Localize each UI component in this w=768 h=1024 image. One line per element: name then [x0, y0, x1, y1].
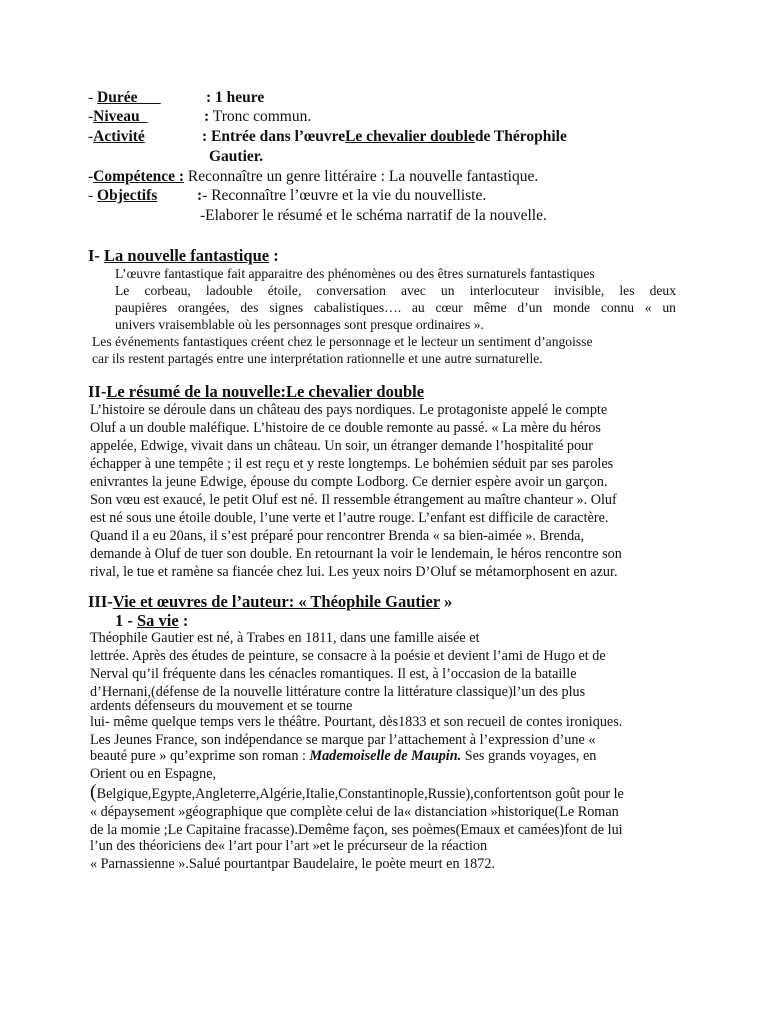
novel-title: Mademoiselle de Maupin.: [309, 748, 462, 764]
niveau-value: : Tronc commun.: [204, 108, 312, 125]
section2-line-10: rival, le tue et ramène sa fiancée chez lui. Les yeux noirs D’Oluf se métamorphosent en azur.: [90, 564, 618, 580]
activite-value-pre: : Entrée dans l’œuvre: [202, 128, 346, 145]
section2-num: II-: [88, 382, 107, 401]
section1-line-5: Les événements fantastiques créent chez le personnage et le lecteur un sentiment d’angoisse: [92, 334, 593, 349]
activite-value-title: Le chevalier double: [345, 128, 475, 145]
section2-line-3: appelée, Edwige, vivait dans un château. Un soir, un étranger demande l’hospitalité pour: [90, 438, 593, 454]
section1-line-1: L’œuvre fantastique fait apparaitre des phénomènes ou des êtres surnaturels fantastiques: [115, 266, 595, 281]
section2-line-1: L’histoire se déroule dans un château des pays nordiques. Le protagoniste appelé le compte: [90, 402, 608, 418]
duree-value: : 1 heure: [206, 89, 265, 106]
activite-value: [202, 127, 567, 146]
section3-subheading: 1 - Sa vie :: [115, 611, 189, 630]
section3-line-11: « dépaysement »géographique que complète celui de la« distanciation »historique(Le Roman: [90, 804, 619, 820]
niveau-label: Niveau: [93, 108, 140, 125]
duree-label: Durée: [97, 89, 138, 106]
section3-line-7: Les Jeunes France, son indépendance se marque par l’attachement à l’expression d’une «: [90, 732, 596, 748]
section2-title: Le résumé de la nouvelle:Le chevalier double: [106, 382, 425, 401]
objectifs-label: Objectifs: [97, 187, 158, 204]
section1-heading: I- La nouvelle fantastique :: [88, 246, 279, 265]
section3-line-4: d’Hernani,(défense de la nouvelle littérature contre la littérature classique)l’un des plus: [90, 684, 586, 700]
section3-line-2: lettrée. Après des études de peinture, se consacre à la poésie et devient l’ami de Hugo et de: [90, 648, 606, 664]
section3-line-3: Nerval qu’il fréquente dans les cénacles romantiques. Il est, à l’occasion de la bataille: [90, 666, 577, 682]
section1-line-2: Le corbeau, ladouble étoile, conversation avec un interlocuteur invisible, les deux: [115, 283, 676, 298]
section1-line-3: paupières orangées, des signes cabalistiques…. au cœur même d’un monde connu « un: [115, 300, 676, 315]
section2-heading: [88, 382, 424, 401]
section3-line-6: lui- même quelque temps vers le théâtre. Pourtant, dès1833 et son recueil de contes ironiques.: [90, 714, 623, 730]
section3-line-1: Théophile Gautier est né, à Trabes en 1811, dans une famille aisée et: [90, 630, 480, 646]
section3-num: III-: [88, 592, 113, 611]
activite-label: Activité: [93, 128, 145, 145]
section3-line-12: de la momie ;Le Capitaine fracasse).Demême façon, ses poèmes(Emaux et camées)font de lui: [90, 822, 623, 838]
objectifs-row: - Objectifs: [88, 187, 158, 204]
section3-line-13: l’un des théoriciens de« l’art pour l’art »et le précurseur de la réaction: [90, 838, 488, 854]
section3-heading: III-Vie et œuvres de l’auteur: « Théophile Gautier »: [88, 592, 453, 611]
objectifs-value-1: :- Reconnaître l’œuvre et la vie du nouvelliste.: [197, 187, 487, 204]
section3-line-10: (Belgique,Egypte,Angleterre,Algérie,Italie,Constantinople,Russie),confortentson goût pour le: [90, 781, 624, 803]
section1-line-4: univers vraisemblable où les personnages sont presque ordinaires ».: [115, 317, 484, 332]
section2-line-8: Quand il a eu 20ans, il s’est préparé pour rencontrer Brenda « sa bien-aimée ». Brenda,: [90, 528, 585, 544]
competence-row: -Compétence : Reconnaître un genre littéraire : La nouvelle fantastique.: [88, 168, 539, 185]
section3-title: Vie et œuvres de l’auteur: « Théophile Gautier: [112, 592, 440, 611]
duree-row: - Durée: [88, 89, 138, 106]
competence-label: Compétence :: [93, 168, 184, 185]
section2-line-5: enivrantes la jeune Edwige, épouse du compte Lodborg. Ce dernier espère avoir un garçon.: [90, 474, 608, 490]
section1-num: I-: [88, 246, 100, 265]
section1-line-6: car ils restent partagés entre une interprétation rationnelle et une autre surnaturelle.: [92, 351, 543, 366]
competence-value: Reconnaître un genre littéraire : La nouvelle fantastique.: [187, 168, 539, 185]
niveau-value-text: Tronc commun.: [212, 108, 312, 125]
section2-line-6: Son vœu est exaucé, le petit Oluf est né. Il ressemble étrangement au maître chanteur ». Oluf: [90, 492, 617, 508]
section3-line-5: ardents défenseurs du mouvement et se tourne: [90, 698, 353, 714]
niveau-row: -Niveau: [88, 108, 140, 125]
section3-sub-num: 1 -: [115, 611, 137, 630]
activite-value-post: de Thérophile: [474, 128, 567, 145]
section2-line-2: Oluf a un double maléfique. L’histoire de ce double remonte au passé. « La mère du héros: [90, 420, 601, 436]
objectifs-value-2: -Elaborer le résumé et le schéma narratif de la nouvelle.: [200, 207, 547, 224]
activite-row: -Activité: [88, 128, 145, 145]
section2-line-9: demande à Oluf de tuer son double. En retournant la voir le lendemain, le héros rencontre son: [90, 546, 622, 562]
section2-line-7: est né sous une étoile double, l’une verte et l’autre rouge. L’enfant est difficile de caractère.: [90, 510, 609, 526]
section3-sub-title: Sa vie: [137, 611, 179, 630]
section3-line-14: « Parnassienne ».Salué pourtantpar Baudelaire, le poète meurt en 1872.: [90, 856, 496, 872]
section3-line-9: Orient ou en Espagne,: [90, 766, 217, 782]
activite-value-line2: Gautier.: [209, 148, 264, 165]
section2-line-4: échapper à une tempête ; il est reçu et y reste longtemps. Le bohémien séduit par ses paroles: [90, 456, 614, 472]
section1-title: La nouvelle fantastique: [104, 246, 270, 265]
section3-line-8: beauté pure » qu’exprime son roman : Mademoiselle de Maupin. Ses grands voyages, en: [90, 748, 597, 764]
